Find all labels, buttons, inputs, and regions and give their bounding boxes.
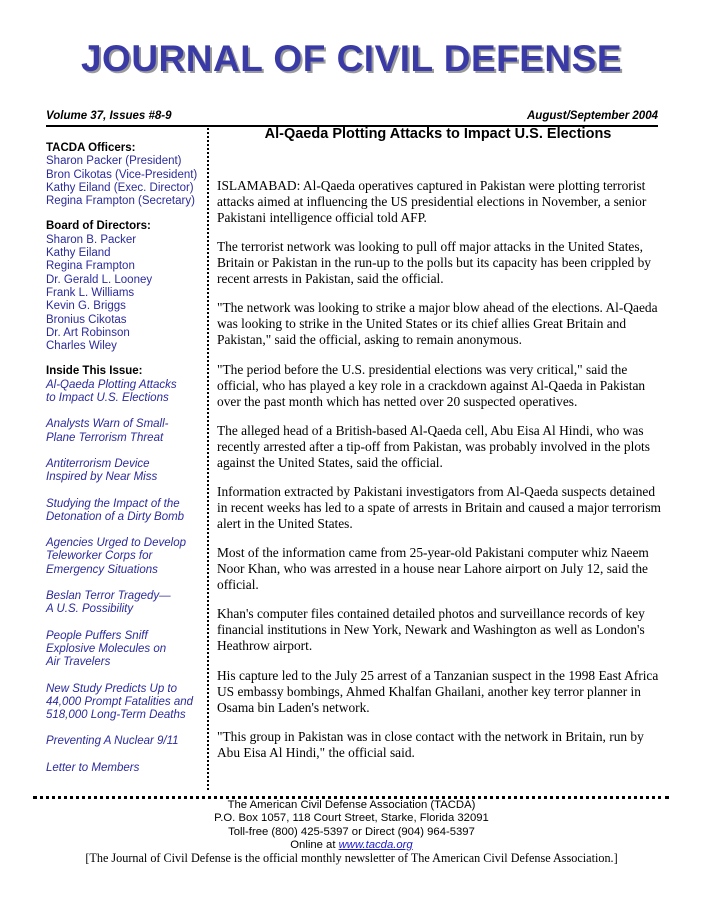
toc-link[interactable]: New Study Predicts Up to 44,000 Prompt Fatalities and 518,000 Long-Term Deaths [46, 682, 194, 722]
footer [0, 799, 703, 865]
article-paragraph: "This group in Pakistan was in close contact with the network in Britain, run by Abu Eisa Al Hindi," the official said. [217, 728, 644, 760]
masthead-title: JOURNAL OF CIVIL DEFENSE [80, 38, 623, 79]
board-member: Frank L. Williams [46, 286, 135, 299]
column-divider [207, 128, 209, 790]
article-paragraph: "The network was looking to strike a major blow ahead of the elections. Al-Qaeda was looking to strike in the United States or its chief allies Great Britain and Pakistan," said the official, asking to remain anonymous. [217, 300, 658, 348]
board-member: Dr. Art Robinson [46, 326, 130, 339]
board-member: Kevin G. Briggs [46, 300, 126, 313]
officers-heading: TACDA Officers: [46, 142, 136, 154]
sidebar [46, 142, 204, 788]
officer-item: Regina Frampton (Secretary) [46, 195, 195, 208]
footer-online-label: Online at [290, 838, 336, 851]
article-paragraph: Information extracted by Pakistani investigators from Al-Qaeda suspects detained in recent weeks has led to a spate of arrests in Britain and caused a major terrorism alert in the United States. [217, 483, 661, 531]
footer-org: The American Civil Defense Association (TACDA) [227, 799, 476, 811]
board-member: Bronius Cikotas [46, 313, 127, 326]
toc-link[interactable]: Al-Qaeda Plotting Attacks to Impact U.S. Elections [46, 378, 177, 405]
toc-link[interactable]: Letter to Members [46, 761, 140, 774]
board-member: Charles Wiley [46, 340, 117, 353]
board-member: Kathy Eiland [46, 247, 111, 260]
toc-link[interactable]: People Puffers Sniff Explosive Molecules on Air Travelers [46, 629, 167, 669]
volume-label: Volume 37, Issues #8-9 [46, 110, 172, 122]
board-member: Sharon B. Packer [46, 233, 137, 246]
officer-item: Bron Cikotas (Vice-President) [46, 168, 198, 181]
issue-date: August/September 2004 [526, 110, 658, 122]
footer-phone: Toll-free (800) 425-5397 or Direct (904) 964-5397 [228, 825, 475, 838]
footer-online [0, 839, 703, 852]
article-headline: Al-Qaeda Plotting Attacks to Impact U.S. Elections [264, 126, 612, 142]
board-heading: Board of Directors: [46, 220, 151, 233]
article-paragraph: The terrorist network was looking to pull off major attacks in the United States, Britain or Pakistan in the run-up to the polls but its capacity has been crippled by recent arrests in Pakistan, said the official. [217, 239, 651, 287]
toc-link[interactable]: Antiterrorism Device Inspired by Near Miss [46, 457, 158, 484]
board-member: Dr. Gerald L. Looney [46, 273, 153, 286]
website-link[interactable]: www.tacda.org [338, 838, 413, 851]
toc-link[interactable]: Studying the Impact of the Detonation of a Dirty Bomb [46, 497, 185, 523]
article-paragraph: The alleged head of a British-based Al-Qaeda cell, Abu Eisa Al Hindi, who was recently arrested after a tip-off from Pakistan, was probably involved in the plots against the United States, said the official. [217, 422, 650, 470]
toc-link[interactable]: Preventing A Nuclear 9/11 [46, 735, 179, 748]
article-paragraph: Khan's computer files contained detailed photos and surveillance records of key financial institutions in New York, Newark and Washington as well as London's Heathrow airport. [217, 606, 645, 654]
article-paragraph: "The period before the U.S. presidential elections was very critical," said the official, who has played a key role in a crackdown against Al-Qaeda in Pakistan over the past month which has netted over 20 suspected operatives. [217, 361, 646, 409]
article-paragraph: ISLAMABAD: Al-Qaeda operatives captured in Pakistan were plotting terrorist attacks aimed at influencing the US presidential elections in November, a senior Pakistani intelligence official told AFP. [217, 178, 647, 225]
board-member: Regina Frampton [46, 260, 135, 273]
footer-note: [The Journal of Civil Defense is the official monthly newsletter of The American Civil Defense Association.] [85, 851, 618, 866]
article-body [217, 178, 661, 774]
inside-issue-heading: Inside This Issue: [46, 365, 143, 378]
footer-address: P.O. Box 1057, 118 Court Street, Starke, Florida 32091 [214, 812, 489, 825]
officer-item: Sharon Packer (President) [46, 155, 182, 168]
toc-link[interactable]: Analysts Warn of Small- Plane Terrorism Threat [46, 418, 169, 444]
toc-link[interactable]: Beslan Terror Tragedy— A U.S. Possibility [46, 590, 171, 616]
toc-link[interactable]: Agencies Urged to Develop Teleworker Corps for Emergency Situations [46, 537, 186, 576]
article-paragraph: His capture led to the July 25 arrest of a Tanzanian suspect in the 1998 East Africa US embassy bombings, Ahmed Khalfan Ghailani, another key terror planner in Osama bin Laden's network. [217, 667, 659, 715]
officer-item: Kathy Eiland (Exec. Director) [46, 181, 194, 194]
article-paragraph: Most of the information came from 25-year-old Pakistani computer whiz Naeem Noor Khan, who was arrested in a house near Lahore airport on July 12, said the official. [217, 545, 649, 593]
